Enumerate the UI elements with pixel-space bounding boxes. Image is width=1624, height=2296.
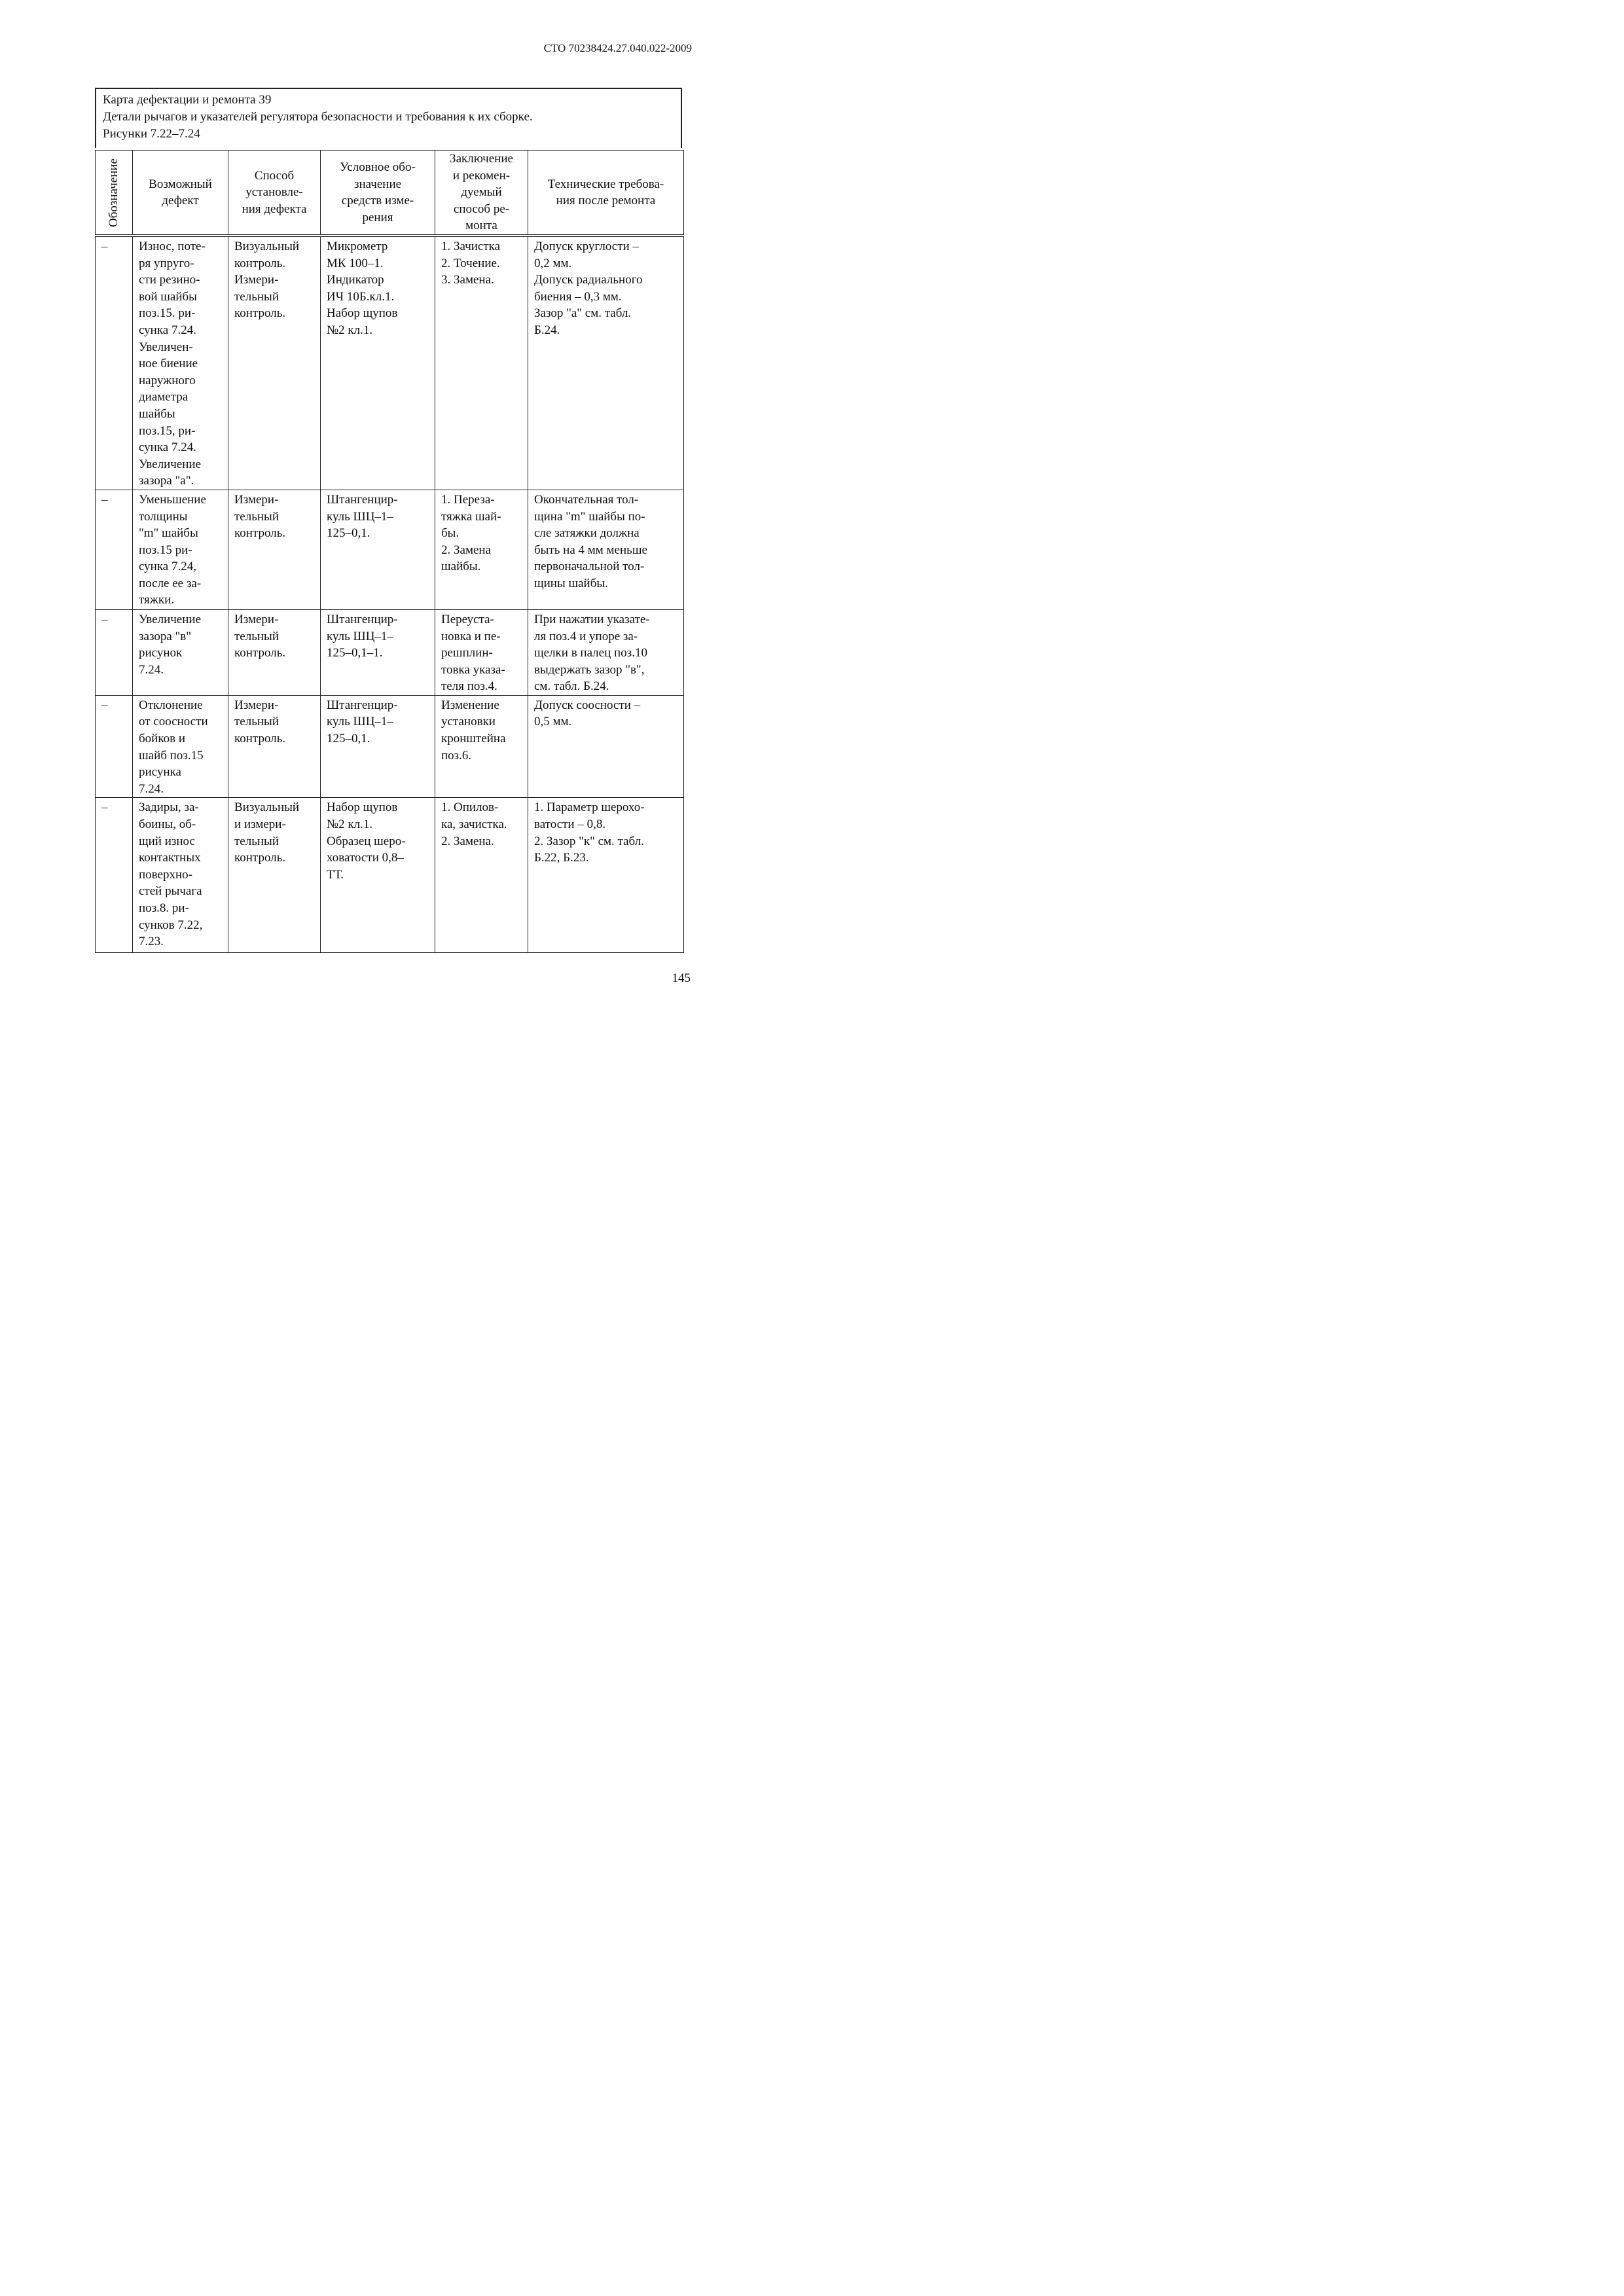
detection-method-cell: [228, 490, 321, 609]
cell-line: 0,5 мм.: [534, 715, 572, 729]
table-row: [96, 490, 684, 609]
cell-line: ка, зачистка.: [441, 817, 507, 832]
cell-line: 1. Переза-: [441, 492, 495, 507]
measuring-tools-cell: [321, 236, 435, 490]
cell-line: вой шайбы: [139, 289, 197, 304]
detection-method-cell: [228, 695, 321, 798]
cell-line: Отклонение: [139, 698, 203, 712]
cell-line: 125–0,1.: [327, 526, 370, 541]
cell-line: –: [101, 800, 108, 815]
cell-line: зазора "в": [139, 629, 191, 643]
card-figures-line: Рисунки 7.22–7.24: [103, 127, 200, 141]
cell-line: сунков 7.22,: [139, 918, 203, 932]
defect-cell: [133, 695, 228, 798]
cell-line: поз.8. ри-: [139, 901, 189, 915]
cell-line: "m" шайбы: [139, 526, 198, 541]
requirements-cell: [528, 798, 684, 953]
cell-line: ватости – 0,8.: [534, 817, 606, 832]
cell-line: боины, об-: [139, 817, 196, 832]
cell-line: 2. Замена.: [441, 834, 494, 848]
measuring-tools-cell: [321, 695, 435, 798]
header-measuring-tools: [321, 151, 435, 236]
measuring-tools-cell: [321, 609, 435, 695]
measuring-tools-cell: [321, 798, 435, 953]
cell-line: тяжки.: [139, 593, 175, 607]
header-text: значение: [353, 177, 402, 191]
cell-line: Б.22, Б.23.: [534, 851, 589, 865]
cell-line: Увеличение: [139, 457, 202, 471]
defect-repair-table: [95, 150, 684, 953]
cell-line: сунка 7.24,: [139, 560, 196, 574]
repair-cell: [435, 798, 528, 953]
designation-cell: [96, 695, 133, 798]
cell-line: Увеличение: [139, 612, 202, 626]
designation-cell: [96, 798, 133, 953]
cell-line: ИЧ 10Б.кл.1.: [327, 289, 395, 304]
document-code: СТО 70238424.27.040.022-2009: [543, 42, 692, 54]
cell-line: Измери-: [234, 492, 279, 507]
cell-line: куль ШЦ–1–: [327, 509, 393, 524]
table-row: [96, 695, 684, 798]
cell-line: кронштейна: [441, 732, 506, 746]
cell-line: Допуск соосности –: [534, 698, 641, 712]
repair-cell: [435, 236, 528, 490]
cell-line: тельный: [234, 509, 279, 524]
defect-cell: [133, 490, 228, 609]
defect-cell: [133, 236, 228, 490]
cell-line: товка указа-: [441, 662, 505, 677]
cell-line: –: [101, 240, 108, 253]
cell-line: №2 кл.1.: [327, 817, 373, 832]
designation-cell: [96, 490, 133, 609]
cell-line: сти резино-: [139, 273, 200, 287]
cell-line: Микрометр: [327, 240, 388, 253]
cell-line: 2. Зазор "к" см. табл.: [534, 834, 644, 848]
cell-line: сунка 7.24.: [139, 323, 196, 337]
header-conclusion-repair: [435, 151, 528, 236]
cell-line: Измери-: [234, 698, 279, 712]
cell-line: куль ШЦ–1–: [327, 629, 393, 643]
cell-line: ля поз.4 и упоре за-: [534, 629, 638, 643]
header-text: Условное обо-: [340, 160, 416, 174]
header-text: дефект: [162, 194, 199, 207]
cell-line: рисунок: [139, 646, 183, 660]
repair-cell: [435, 695, 528, 798]
cell-line: теля поз.4.: [441, 679, 497, 694]
cell-line: Набор щупов: [327, 800, 398, 815]
header-text: Обозначение: [107, 158, 121, 227]
cell-line: новка и пе-: [441, 629, 501, 643]
repair-cell: [435, 609, 528, 695]
header-text: ния дефекта: [242, 202, 307, 216]
cell-line: ное биение: [139, 357, 198, 371]
cell-line: поз.15 ри-: [139, 543, 192, 557]
cell-line: При нажатии указате-: [534, 612, 650, 626]
cell-line: Визуальный: [234, 800, 300, 815]
cell-line: –: [101, 612, 108, 626]
cell-line: 1. Опилов-: [441, 800, 499, 815]
repair-cell: [435, 490, 528, 609]
cell-line: Задиры, за-: [139, 800, 199, 815]
designation-cell: [96, 609, 133, 695]
cell-line: Измери-: [234, 612, 279, 626]
cell-line: толщины: [139, 509, 188, 524]
cell-line: поз.6.: [441, 748, 472, 762]
cell-line: решплин-: [441, 646, 493, 660]
card-title-box: [95, 88, 682, 148]
cell-line: Допуск радиального: [534, 273, 643, 287]
cell-line: ховатости 0,8–: [327, 851, 404, 865]
table-header-row: [96, 151, 684, 236]
cell-line: шайбы: [139, 406, 175, 421]
cell-line: контроль.: [234, 732, 286, 746]
cell-line: см. табл. Б.24.: [534, 679, 609, 694]
cell-line: куль ШЦ–1–: [327, 715, 393, 729]
cell-line: Допуск круглости –: [534, 240, 639, 253]
cell-line: Штангенцир-: [327, 492, 398, 507]
cell-line: поз.15, ри-: [139, 423, 196, 438]
cell-line: Образец шеро-: [327, 834, 406, 848]
cell-line: биения – 0,3 мм.: [534, 289, 622, 304]
header-designation: [96, 151, 133, 236]
header-text: Заключение: [450, 152, 513, 166]
page-number: 145: [672, 971, 691, 985]
cell-line: –: [101, 492, 108, 507]
cell-line: после ее за-: [139, 576, 202, 590]
cell-line: 0,2 мм.: [534, 256, 572, 270]
cell-line: 2. Точение.: [441, 256, 500, 270]
header-text: Способ: [254, 168, 295, 183]
card-title-line: Карта дефектации и ремонта 39: [103, 93, 272, 107]
measuring-tools-cell: [321, 490, 435, 609]
cell-line: щины шайбы.: [534, 576, 608, 590]
cell-line: стей рычага: [139, 884, 202, 899]
cell-line: диаметра: [139, 390, 189, 404]
detection-method-cell: [228, 609, 321, 695]
cell-line: зазора "а".: [139, 474, 194, 488]
table-row: [96, 236, 684, 490]
cell-line: шайбы.: [441, 560, 481, 574]
designation-cell: [96, 236, 133, 490]
cell-line: тельный: [234, 715, 279, 729]
requirements-cell: [528, 609, 684, 695]
cell-line: щелки в палец поз.10: [534, 646, 647, 660]
cell-line: бойков и: [139, 732, 185, 746]
header-text: Возможный: [149, 177, 212, 191]
cell-line: №2 кл.1.: [327, 323, 373, 337]
cell-line: щий износ: [139, 834, 195, 848]
cell-line: 125–0,1.: [327, 732, 370, 746]
cell-line: 7.24.: [139, 662, 164, 677]
defect-cell: [133, 798, 228, 953]
header-detection-method: [228, 151, 321, 236]
cell-line: Переуста-: [441, 612, 494, 626]
cell-line: Визуальный: [234, 240, 300, 253]
cell-line: Штангенцир-: [327, 698, 398, 712]
cell-line: Штангенцир-: [327, 612, 398, 626]
header-possible-defect: [133, 151, 228, 236]
header-text: монта: [465, 219, 497, 233]
cell-line: Окончательная тол-: [534, 492, 639, 507]
cell-line: выдержать зазор "в",: [534, 662, 645, 677]
cell-line: 7.23.: [139, 935, 164, 949]
cell-line: тельный: [234, 289, 279, 304]
table-row: [96, 609, 684, 695]
cell-line: 7.24.: [139, 781, 164, 796]
cell-line: Индикатор: [327, 273, 384, 287]
defect-cell: [133, 609, 228, 695]
cell-line: рисунка: [139, 765, 181, 780]
cell-line: поз.15. ри-: [139, 306, 196, 321]
header-text: ния после ремонта: [556, 194, 656, 207]
cell-line: ТТ.: [327, 867, 344, 882]
cell-line: Измери-: [234, 273, 279, 287]
table-body: [96, 236, 684, 953]
cell-line: ря упруго-: [139, 256, 194, 270]
cell-line: 1. Зачистка: [441, 240, 501, 253]
cell-line: –: [101, 698, 108, 712]
cell-line: Изменение: [441, 698, 499, 712]
cell-line: от соосности: [139, 715, 208, 729]
cell-line: Набор щупов: [327, 306, 398, 321]
cell-line: контроль.: [234, 256, 286, 270]
cell-line: 2. Замена: [441, 543, 492, 557]
table-row: [96, 798, 684, 953]
cell-line: контактных: [139, 851, 201, 865]
cell-line: тельный: [234, 834, 279, 848]
cell-line: установки: [441, 715, 496, 729]
cell-line: шайб поз.15: [139, 748, 204, 762]
cell-line: МК 100–1.: [327, 256, 384, 270]
card-subtitle-line: Детали рычагов и указателей регулятора безопасности и требования к их сборке.: [103, 110, 533, 124]
cell-line: контроль.: [234, 646, 286, 660]
cell-line: быть на 4 мм меньше: [534, 543, 647, 557]
cell-line: бы.: [441, 526, 460, 541]
requirements-cell: [528, 695, 684, 798]
cell-line: Износ, поте-: [139, 240, 206, 253]
detection-method-cell: [228, 798, 321, 953]
header-text: рения: [362, 210, 393, 224]
header-text: установле-: [245, 185, 303, 200]
header-technical-requirements: [528, 151, 684, 236]
cell-line: тяжка шай-: [441, 509, 501, 524]
cell-line: Зазор "а" см. табл.: [534, 306, 632, 321]
cell-line: щина "m" шайбы по-: [534, 509, 645, 524]
cell-line: Увеличен-: [139, 340, 193, 354]
cell-line: контроль.: [234, 306, 286, 321]
requirements-cell: [528, 490, 684, 609]
cell-line: сле затяжки должна: [534, 526, 640, 541]
detection-method-cell: [228, 236, 321, 490]
requirements-cell: [528, 236, 684, 490]
cell-line: контроль.: [234, 526, 286, 541]
cell-line: Б.24.: [534, 323, 560, 337]
cell-line: Уменьшение: [139, 492, 206, 507]
cell-line: сунка 7.24.: [139, 440, 196, 455]
cell-line: наружного: [139, 373, 196, 387]
cell-line: тельный: [234, 629, 279, 643]
cell-line: 125–0,1–1.: [327, 646, 383, 660]
cell-line: 3. Замена.: [441, 273, 494, 287]
cell-line: 1. Параметр шерохо-: [534, 800, 645, 815]
cell-line: поверхно-: [139, 867, 192, 882]
header-text: способ ре-: [453, 202, 510, 216]
cell-line: первоначальной тол-: [534, 560, 645, 574]
header-text: и рекомен-: [452, 168, 511, 183]
cell-line: и измери-: [234, 817, 286, 832]
cell-line: контроль.: [234, 851, 286, 865]
header-text: дуемый: [461, 185, 502, 200]
header-text: средств изме-: [341, 194, 414, 207]
header-text: Технические требова-: [547, 177, 664, 191]
